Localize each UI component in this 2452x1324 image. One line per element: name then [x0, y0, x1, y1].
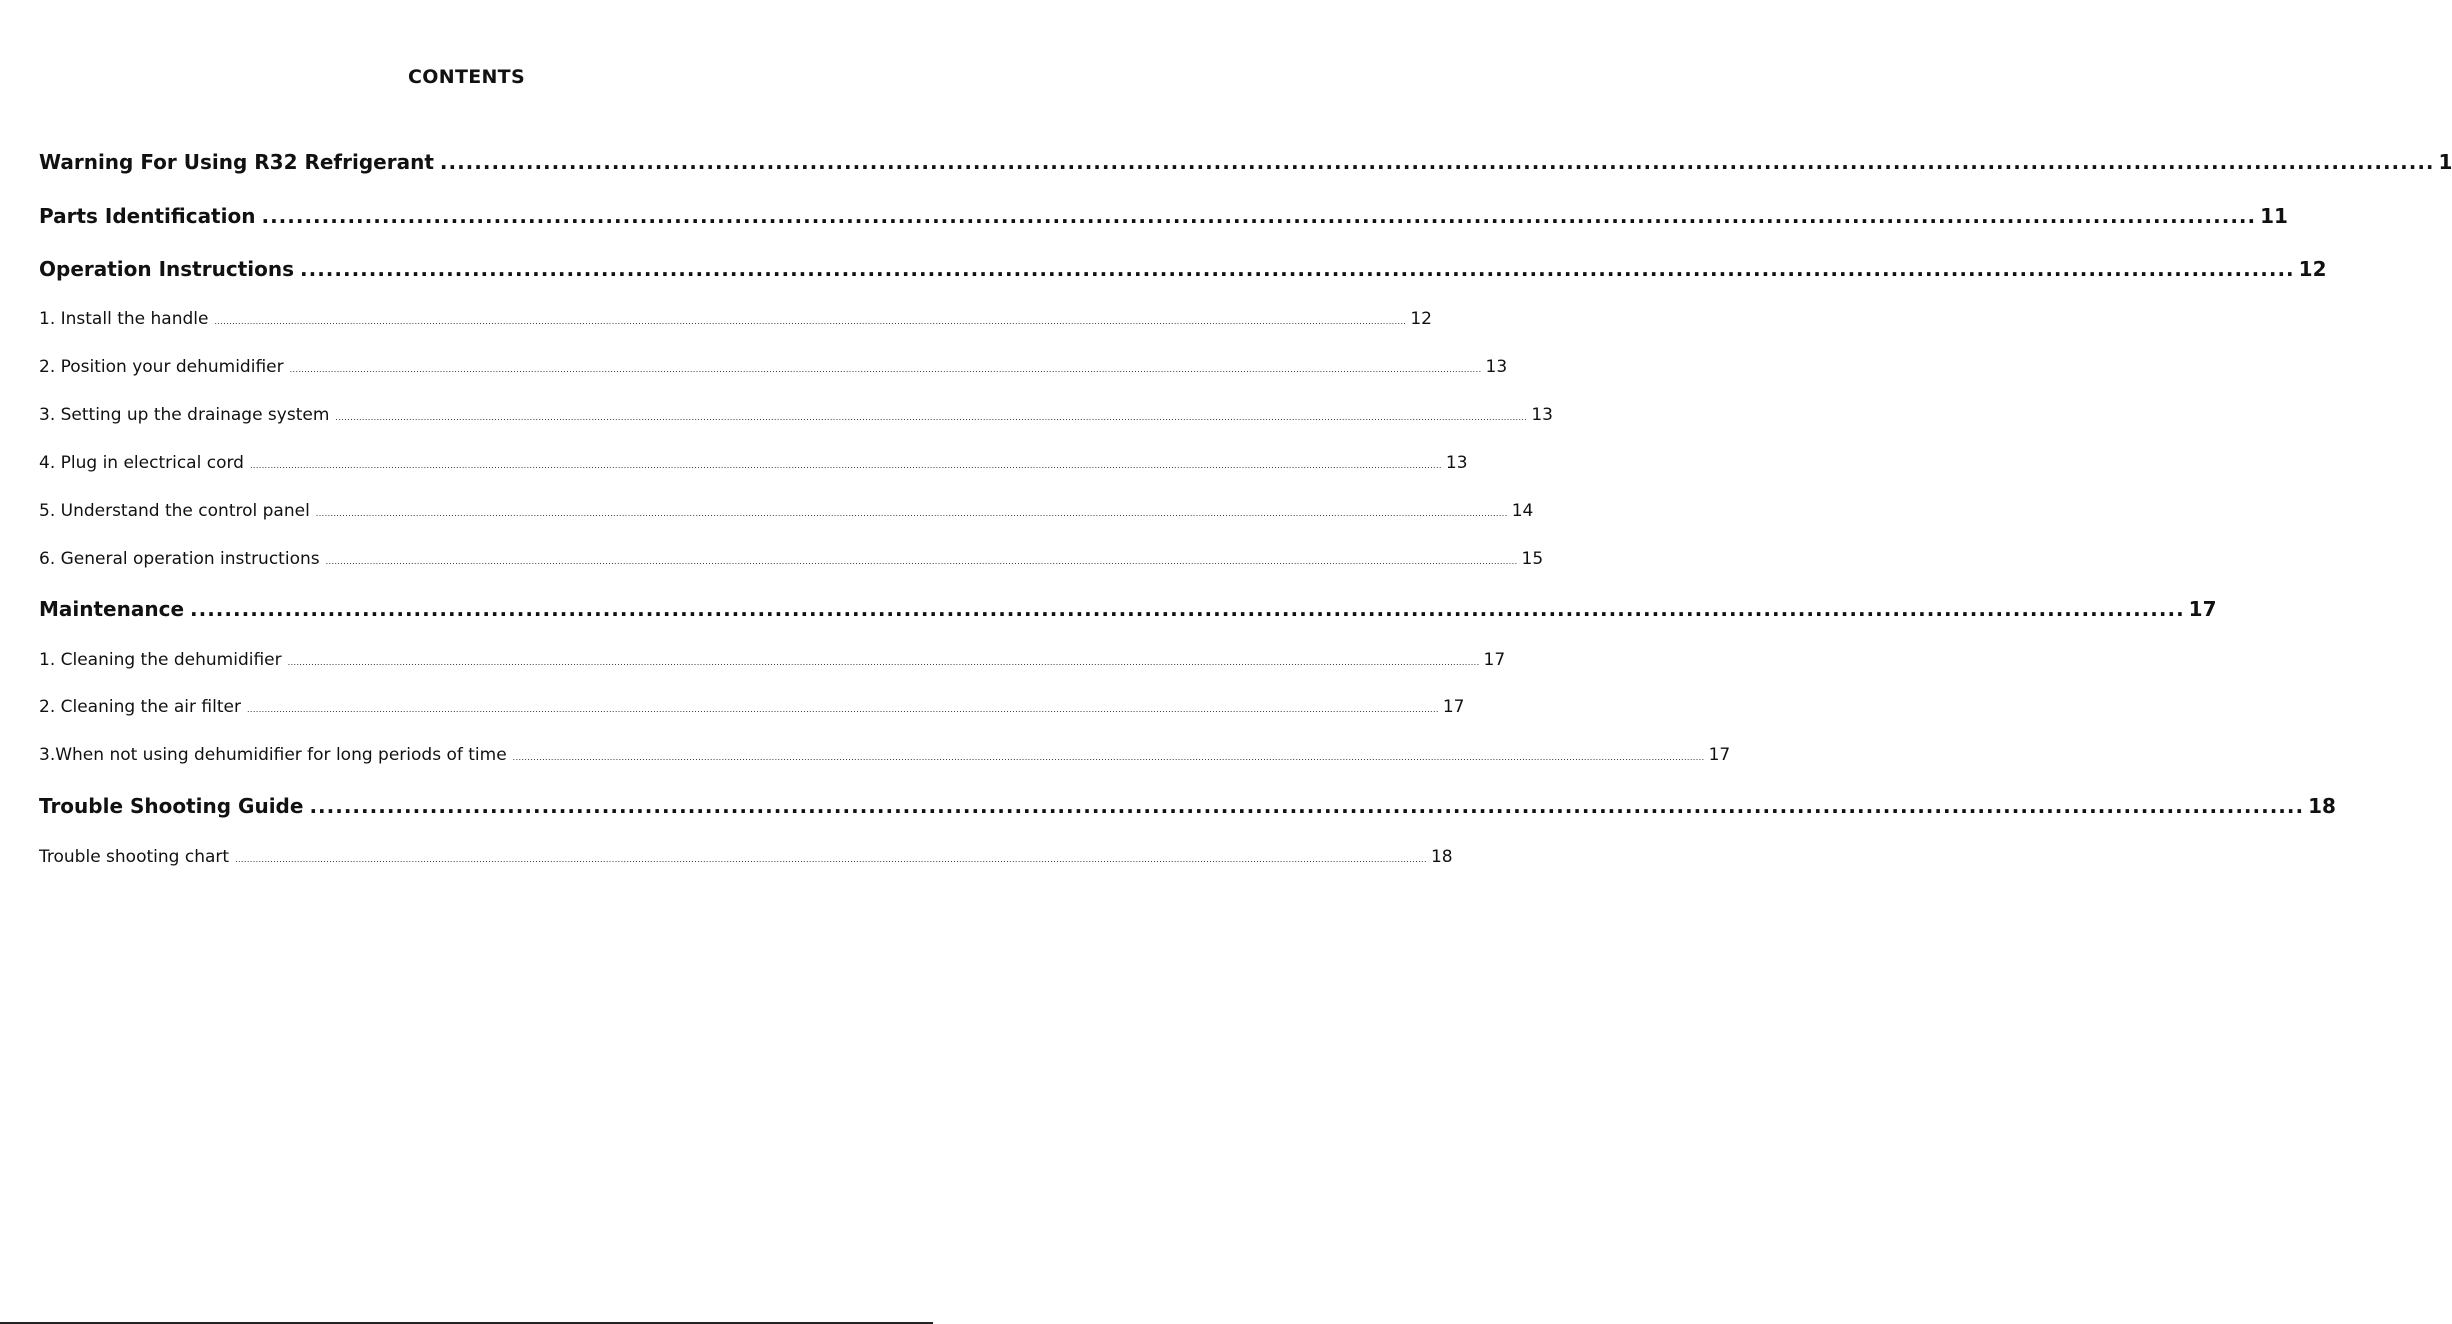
dot-leader — [309, 794, 2304, 818]
toc-page-number: 17 — [1708, 745, 1731, 765]
dot-leader — [300, 257, 2295, 281]
toc-page-number: 12 — [1410, 309, 1432, 329]
toc-entry-trouble-shooting-guide[interactable] — [39, 794, 2336, 818]
toc-entry-drainage-system[interactable] — [39, 405, 1553, 425]
toc-page-number: 14 — [1511, 501, 1534, 521]
toc-entry-maintenance[interactable] — [39, 597, 2217, 621]
toc-entry-label: 1. Cleaning the dehumidifier — [39, 650, 282, 670]
toc-entry-long-storage[interactable] — [39, 745, 1731, 765]
toc-entry-label: Operation Instructions — [39, 257, 294, 281]
table-of-contents — [39, 0, 2452, 900]
toc-page-number: 13 — [1531, 405, 1553, 425]
toc-page-number: 17 — [2188, 597, 2217, 621]
toc-page-number: 15 — [1521, 549, 1544, 569]
toc-page-number: 17 — [1442, 697, 1465, 717]
toc-entry-label: 3.When not using dehumidifier for long periods of time — [39, 745, 507, 765]
toc-entry-install-handle[interactable] — [39, 309, 1432, 329]
toc-entry-cleaning-air-filter[interactable] — [39, 697, 1465, 717]
toc-entry-label: Trouble Shooting Guide — [39, 794, 304, 818]
toc-entry-label: Trouble shooting chart — [39, 847, 230, 867]
toc-entry-label: 2. Position your dehumidifier — [39, 357, 284, 377]
toc-entry-label: 5. Understand the control panel — [39, 501, 310, 521]
toc-entry-label: 6. General operation instructions — [39, 549, 320, 569]
toc-entry-label: Maintenance — [39, 597, 185, 621]
toc-page-number: 12 — [2298, 257, 2327, 281]
toc-entry-parts-identification[interactable] — [39, 204, 2288, 228]
dot-leader — [250, 461, 1442, 470]
toc-entry-label: Warning For Using R32 Refrigerant — [39, 150, 434, 174]
dot-leader — [316, 509, 1508, 518]
toc-entry-label: 3. Setting up the drainage system — [39, 405, 330, 425]
toc-page-number: 13 — [1485, 357, 1508, 377]
toc-entry-cleaning-dehumidifier[interactable] — [39, 650, 1506, 670]
toc-page-number: 13 — [1445, 453, 1468, 473]
dot-leader — [288, 658, 1480, 667]
dot-leader — [235, 855, 1427, 864]
toc-entry-label: 1. Install the handle — [39, 309, 209, 329]
dot-leader — [290, 365, 1482, 374]
toc-entry-label: 2. Cleaning the air filter — [39, 697, 241, 717]
dot-leader — [335, 413, 1527, 422]
toc-page-number: 11 — [2260, 204, 2288, 228]
dot-leader — [190, 597, 2185, 621]
toc-entry-control-panel[interactable] — [39, 501, 1534, 521]
toc-entry-operation-instructions[interactable] — [39, 257, 2327, 281]
dot-leader — [261, 204, 2256, 228]
dot-leader — [214, 317, 1406, 326]
contents-title: CONTENTS — [408, 66, 525, 88]
toc-entry-label: Parts Identification — [39, 204, 256, 228]
toc-entry-warning-r32[interactable] — [39, 150, 2452, 174]
toc-entry-trouble-shooting-chart[interactable] — [39, 847, 1453, 867]
dot-leader — [513, 753, 1705, 762]
dot-leader — [440, 150, 2435, 174]
toc-page-number: 18 — [2308, 794, 2336, 818]
toc-page-number: 1 — [2438, 150, 2452, 174]
dot-leader — [247, 705, 1439, 714]
toc-page-number: 18 — [1430, 847, 1453, 867]
toc-entry-position-dehumidifier[interactable] — [39, 357, 1508, 377]
toc-entry-general-operation[interactable] — [39, 549, 1544, 569]
dot-leader — [326, 557, 1518, 566]
toc-entry-label: 4. Plug in electrical cord — [39, 453, 244, 473]
toc-page-number: 17 — [1483, 650, 1506, 670]
toc-entry-electrical-cord[interactable] — [39, 453, 1468, 473]
